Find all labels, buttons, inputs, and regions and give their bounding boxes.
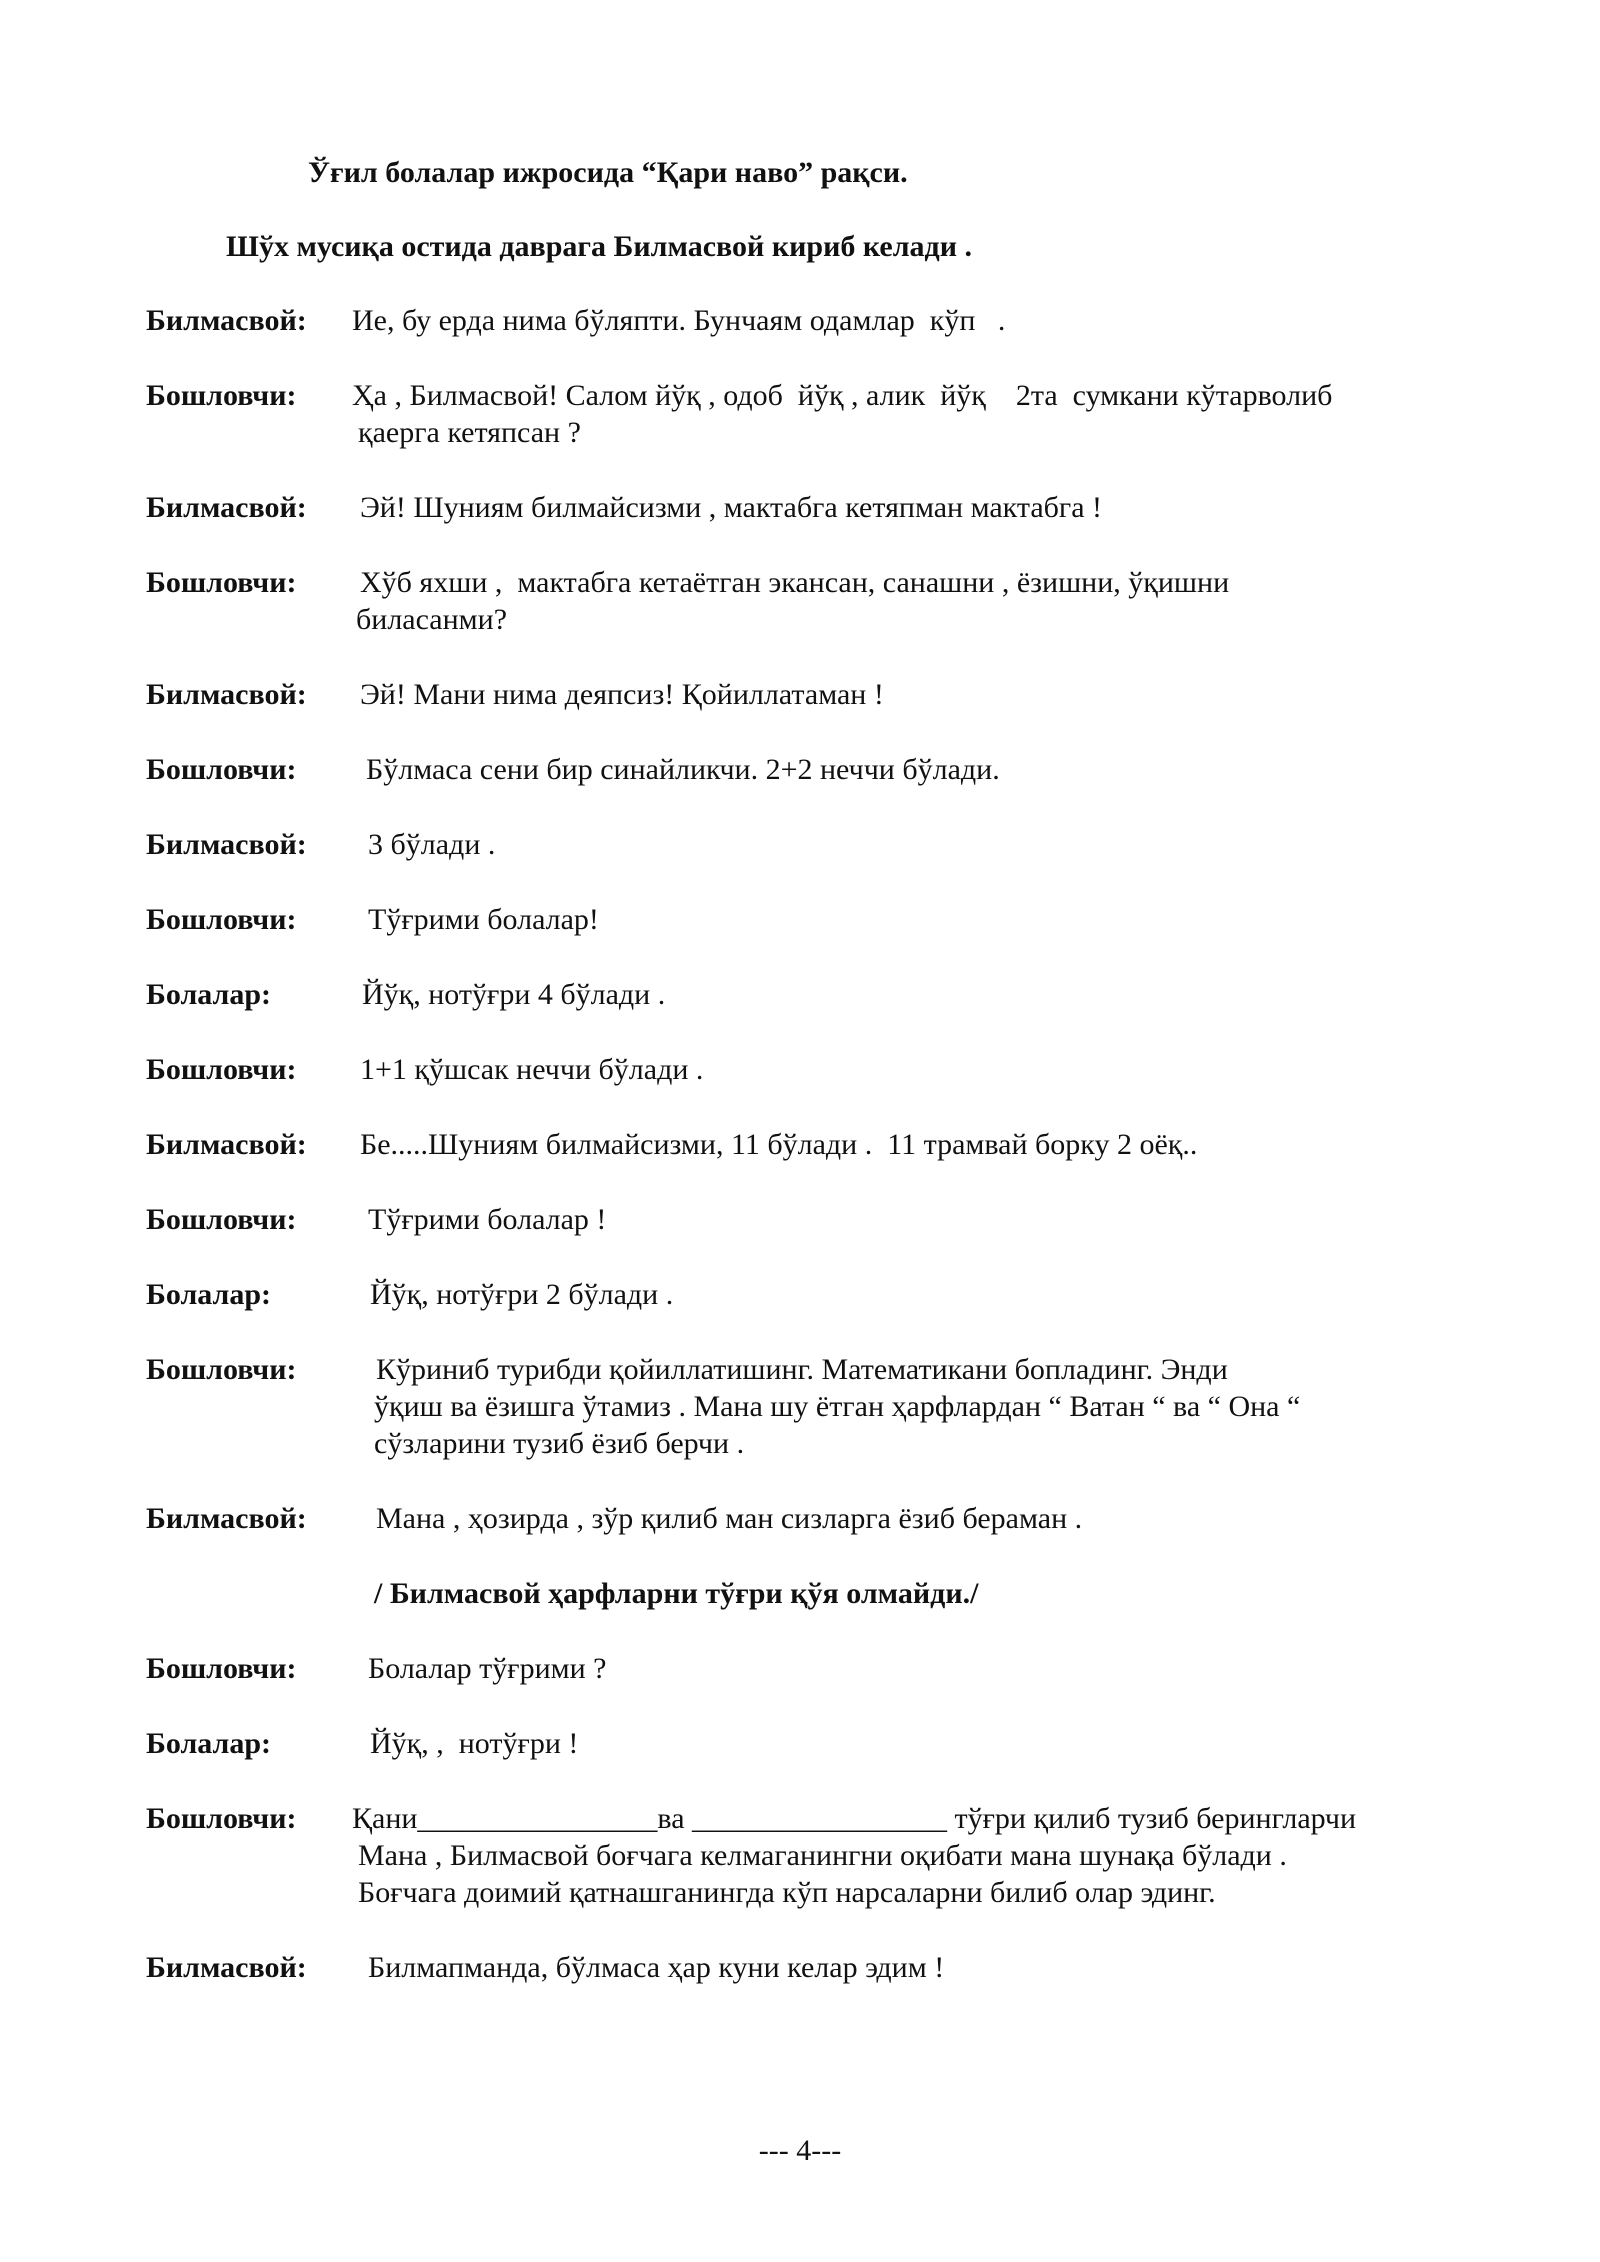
dialogue-line: Бе.....Шуниям билмайсизми, 11 бўлади . 11 трамвай борку 2 оёқ..	[360, 1128, 1198, 1161]
entrance-heading: Шўх мусиқа остида даврага Билмасвой кириб келади .	[226, 230, 973, 263]
dialogue-line: Йўқ, , нотўғри !	[370, 1727, 579, 1760]
dance-heading: Ўғил болалар ижросида “Қари наво” рақси.	[308, 156, 908, 189]
speaker-label: Бошловчи:	[146, 1203, 297, 1236]
speaker-label: Билмасвой:	[146, 678, 307, 711]
dialogue-line: Мана , Билмасвой боғчага келмаганингни оқибати мана шунақа бўлади .	[358, 1839, 1287, 1872]
dialogue-line: биласанми?	[356, 603, 508, 636]
dialogue-line: Тўғрими болалар !	[368, 1203, 607, 1236]
speaker-label: Билмасвой:	[146, 1502, 307, 1535]
dialogue-line: Мана , ҳозирда , зўр қилиб ман сизларга ёзиб бераман .	[376, 1502, 1083, 1535]
page-number: --- 4---	[758, 2134, 842, 2167]
speaker-label: Болалар:	[146, 1278, 272, 1311]
dialogue-line: Қани________________ва _________________ тўғри қилиб тузиб берингларчи	[352, 1802, 1357, 1835]
speaker-label: Бошловчи:	[146, 379, 297, 412]
speaker-label: Бошловчи:	[146, 753, 297, 786]
dialogue-line: Боғчага доимий қатнашганингда кўп нарсаларни билиб олар эдинг.	[358, 1876, 1216, 1909]
speaker-label: Бошловчи:	[146, 1053, 297, 1086]
dialogue-line: Болалар тўғрими ?	[368, 1652, 607, 1685]
dialogue-line: Бўлмаса сени бир синайликчи. 2+2 неччи бўлади.	[366, 753, 1000, 786]
speaker-label: Билмасвой:	[146, 1951, 307, 1984]
dialogue-line: Хўб яхши , мактабга кетаётган экансан, санашни , ёзишни, ўқишни	[360, 566, 1230, 599]
dialogue-line: сўзларини тузиб ёзиб берчи .	[374, 1427, 745, 1460]
stage-direction: / Билмасвой ҳарфларни тўғри қўя олмайди./	[374, 1577, 979, 1610]
dialogue-line: Тўғрими болалар!	[368, 903, 599, 936]
speaker-label: Бошловчи:	[146, 903, 297, 936]
dialogue-line: 1+1 қўшсак неччи бўлади .	[360, 1053, 704, 1086]
dialogue-line: қаерга кетяпсан ?	[358, 416, 581, 449]
speaker-label: Билмасвой:	[146, 304, 307, 337]
dialogue-line: Йўқ, нотўғри 2 бўлади .	[370, 1278, 674, 1311]
speaker-label: Билмасвой:	[146, 1128, 307, 1161]
speaker-label: Болалар:	[146, 978, 272, 1011]
dialogue-line: Кўриниб турибди қойиллатишинг. Математикани бопладинг. Энди	[376, 1353, 1228, 1386]
speaker-label: Билмасвой:	[146, 828, 307, 861]
speaker-label: Билмасвой:	[146, 491, 307, 524]
speaker-label: Болалар:	[146, 1727, 272, 1760]
dialogue-line: 3 бўлади .	[368, 828, 496, 861]
dialogue-line: ўқиш ва ёзишга ўтамиз . Мана шу ётган ҳарфлардан “ Ватан “ ва “ Она “	[374, 1390, 1301, 1423]
dialogue-line: Эй! Мани нима деяпсиз! Қойиллатаман !	[360, 678, 884, 711]
dialogue-line: Йўқ, нотўғри 4 бўлади .	[362, 978, 666, 1011]
speaker-label: Бошловчи:	[146, 566, 297, 599]
speaker-label: Бошловчи:	[146, 1652, 297, 1685]
dialogue-line: Эй! Шуниям билмайсизми , мактабга кетяпман мактабга !	[360, 491, 1103, 524]
speaker-label: Бошловчи:	[146, 1802, 297, 1835]
dialogue-line: Ие, бу ерда нима бўляпти. Бунчаям одамлар кўп .	[352, 304, 1006, 337]
dialogue-line: Ҳа , Билмасвой! Салом йўқ , одоб йўқ , алик йўқ 2та сумкани кўтарволиб	[352, 379, 1333, 412]
speaker-label: Бошловчи:	[146, 1353, 297, 1386]
dialogue-line: Билмапманда, бўлмаса ҳар куни келар эдим !	[368, 1951, 945, 1984]
